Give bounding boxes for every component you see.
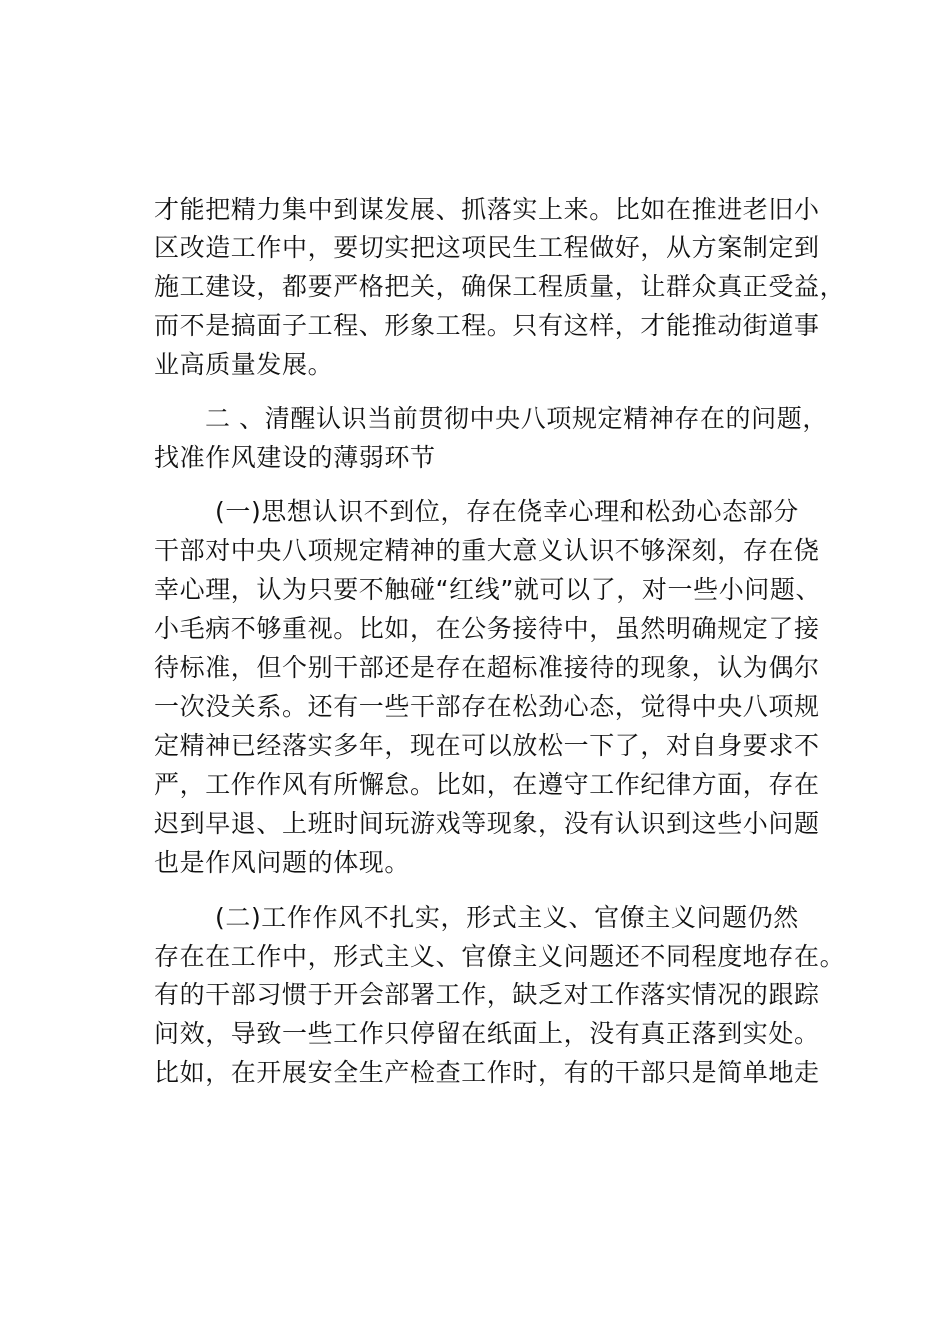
text-line: 定精神已经落实多年，现在可以放松一下了，对自身要求不 [154,731,820,760]
text-line: 问效，导致一些工作只停留在纸面上，没有真正落到实处。 [154,1019,820,1048]
text-line: 而不是搞面子工程、形象工程。只有这样，才能推动街道事 [154,311,820,340]
text-line: 存在在工作中，形式主义、官僚主义问题还不同程度地存在。 [154,942,846,971]
text-line: 严，工作作风有所懈怠。比如，在遵守工作纪律方面，存在 [154,770,820,799]
text-line: 施工建设，都要严格把关，确保工程质量，让群众真正受益， [154,272,846,301]
heading-line: 找准作风建设的薄弱环节 [154,443,436,472]
heading-line: 二 、清醒认识当前贯彻中央八项规定精神存在的问题， [205,404,828,433]
text-line: 小毛病不够重视。比如，在公务接待中，虽然明确规定了接 [154,614,820,643]
text-line: 区改造工作中，要切实把这项民生工程做好，从方案制定到 [154,233,820,262]
text-line: 干部对中央八项规定精神的重大意义认识不够深刻，存在侥 [154,536,820,565]
text-line: 一次没关系。还有一些干部存在松劲心态，觉得中央八项规 [154,692,820,721]
text-line: 才能把精力集中到谋发展、抓落实上来。比如在推进老旧小 [154,195,820,224]
subsection-title-line: (二)工作作风不扎实，形式主义、官僚主义问题仍然 [215,903,799,932]
text-line: 有的干部习惯于开会部署工作，缺乏对工作落实情况的跟踪 [154,980,820,1009]
text-line: 幸心理，认为只要不触碰“红线”就可以了，对一些小问题、 [154,575,822,604]
text-line: 也是作风问题的体现。 [154,848,411,877]
text-line: 迟到早退、上班时间玩游戏等现象，没有认识到这些小问题 [154,809,820,838]
text-line: 比如，在开展安全生产检查工作时，有的干部只是简单地走 [154,1058,820,1087]
text-line: 待标准，但个别干部还是存在超标准接待的现象，认为偶尔 [154,653,820,682]
subsection-title-line: (一)思想认识不到位，存在侥幸心理和松劲心态部分 [215,497,799,526]
text-line: 业高质量发展。 [154,350,334,379]
